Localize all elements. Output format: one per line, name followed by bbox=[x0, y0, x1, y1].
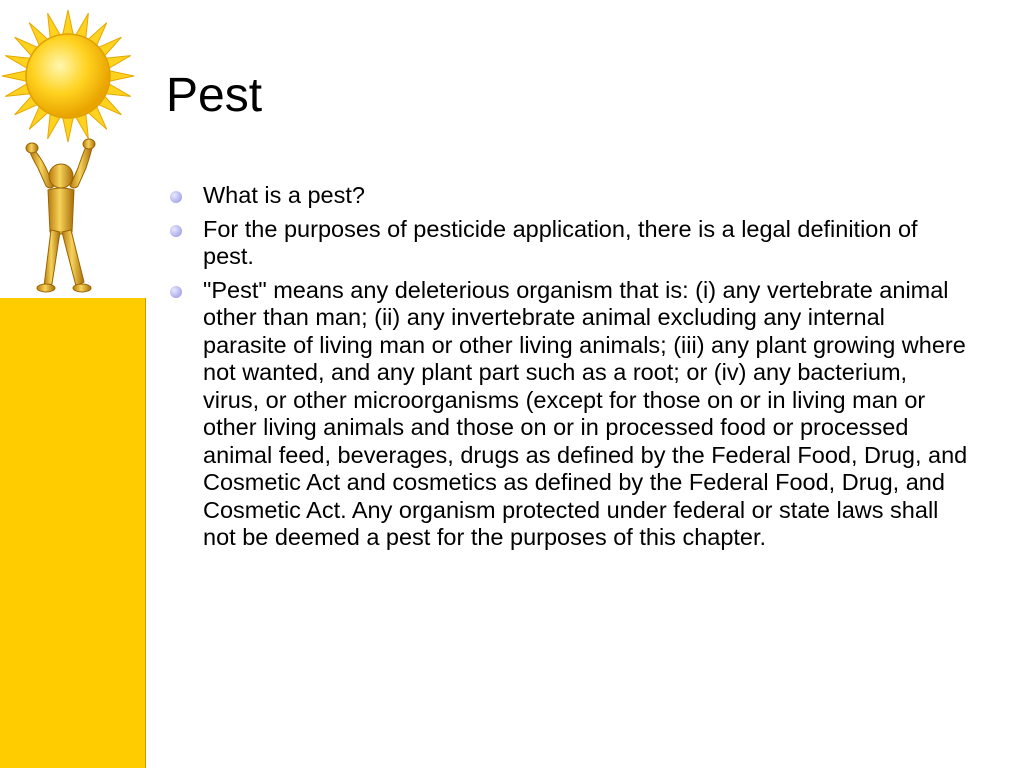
bullet-text: For the purposes of pesticide application, there is a legal definition of pest. bbox=[203, 215, 918, 269]
slide-title: Pest bbox=[166, 69, 263, 122]
bullet-list bbox=[168, 182, 968, 558]
bullet-item-pest-definition bbox=[168, 277, 968, 552]
bullet-dot-icon bbox=[170, 225, 182, 237]
sun-ray bbox=[62, 116, 73, 142]
bullet-item-what-is-pest bbox=[168, 182, 968, 210]
bullet-dot-icon bbox=[170, 191, 182, 203]
sun-figure-icon bbox=[0, 0, 146, 300]
bullet-text: What is a pest? bbox=[203, 182, 365, 208]
yellow-side-bar bbox=[0, 298, 146, 768]
bullet-item-legal-definition bbox=[168, 216, 968, 271]
sun-ray bbox=[62, 10, 73, 36]
sun-ray bbox=[108, 70, 134, 81]
bullet-text: "Pest" means any deleterious organism that is: (i) any vertebrate animal other than man; (ii) any invertebrate animal excluding any internal parasite of living man or other living animals; (iii) any plant growing where not wanted, and any plant part such as a root; or (iv) any bacterium, virus, or other microorganisms (except for those on or in living man or other living animals and those on or in processed food or processed animal feed, beverages, drugs as defined by the Federal Food, Drug, and Cosmetic Act and cosmetics as defined by the Federal Food, Drug, and Cosmetic Act. Any organism protected under federal or state laws shall not be deemed a pest for the purposes of this chapter. bbox=[203, 276, 968, 550]
bullet-dot-icon bbox=[170, 286, 182, 298]
sun-ray bbox=[2, 70, 28, 81]
